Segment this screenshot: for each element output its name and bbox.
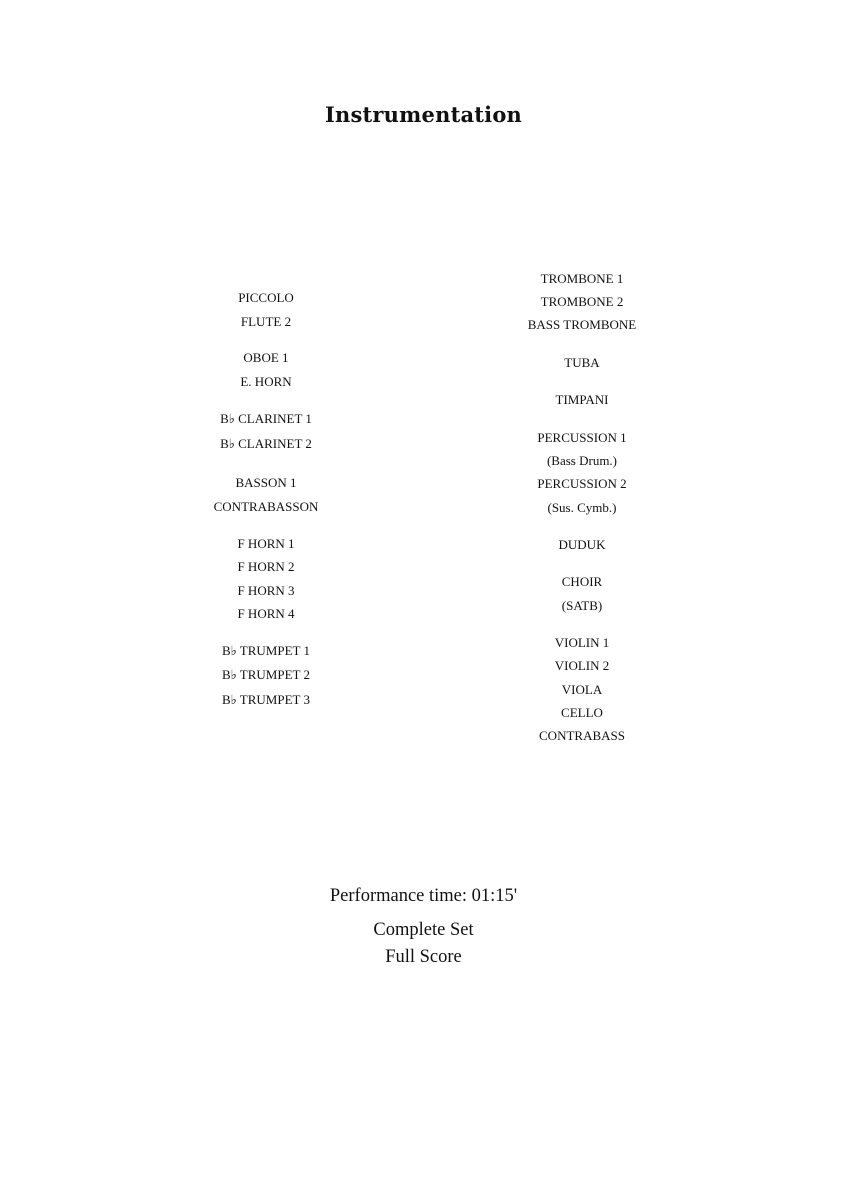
instrument-item: BASSON 1: [235, 475, 297, 490]
instrument-item: PICCOLO: [238, 290, 294, 305]
instrument-item: B♭ CLARINET 1: [220, 411, 312, 426]
performance-time: Performance time: 01:15': [329, 886, 518, 906]
instrument-item: CELLO: [561, 705, 603, 720]
instrument-item: B♭ CLARINET 2: [220, 436, 312, 451]
instrument-note: (SATB): [561, 598, 603, 613]
instrument-item: PERCUSSION 1: [537, 430, 627, 445]
instrument-item: TUBA: [564, 355, 600, 370]
instrument-item: PERCUSSION 2: [537, 476, 627, 491]
instrument-item: BASS TROMBONE: [527, 317, 637, 332]
instrument-item: DUDUK: [558, 537, 606, 552]
instrument-note: (Bass Drum.): [546, 453, 618, 468]
instrument-item: TIMPANI: [555, 392, 609, 407]
instrument-item: TROMBONE 1: [540, 271, 624, 286]
instrument-item: CHOIR: [561, 574, 603, 589]
instrument-item: B♭ TRUMPET 2: [221, 667, 310, 682]
instrument-note: (Sus. Cymb.): [547, 500, 617, 515]
instrument-item: TROMBONE 2: [540, 294, 624, 309]
instrument-item: E. HORN: [240, 374, 292, 389]
instrument-item: F HORN 1: [237, 536, 295, 551]
page-title: Instrumentation: [324, 102, 523, 127]
instrument-item: FLUTE 2: [240, 314, 292, 329]
instrument-item: F HORN 3: [237, 583, 295, 598]
instrument-item: VIOLA: [561, 682, 603, 697]
instrument-item: CONTRABASS: [539, 728, 625, 743]
full-score-label: Full Score: [385, 947, 462, 967]
instrument-item: B♭ TRUMPET 1: [221, 643, 310, 658]
complete-set-label: Complete Set: [373, 920, 474, 940]
instrument-item: B♭ TRUMPET 3: [221, 692, 310, 707]
instrument-item: VIOLIN 1: [554, 635, 610, 650]
instrument-item: F HORN 2: [237, 559, 295, 574]
instrument-item: F HORN 4: [237, 606, 295, 621]
instrument-item: VIOLIN 2: [554, 658, 610, 673]
instrument-item: OBOE 1: [243, 350, 289, 365]
instrument-item: CONTRABASSON: [213, 499, 319, 514]
